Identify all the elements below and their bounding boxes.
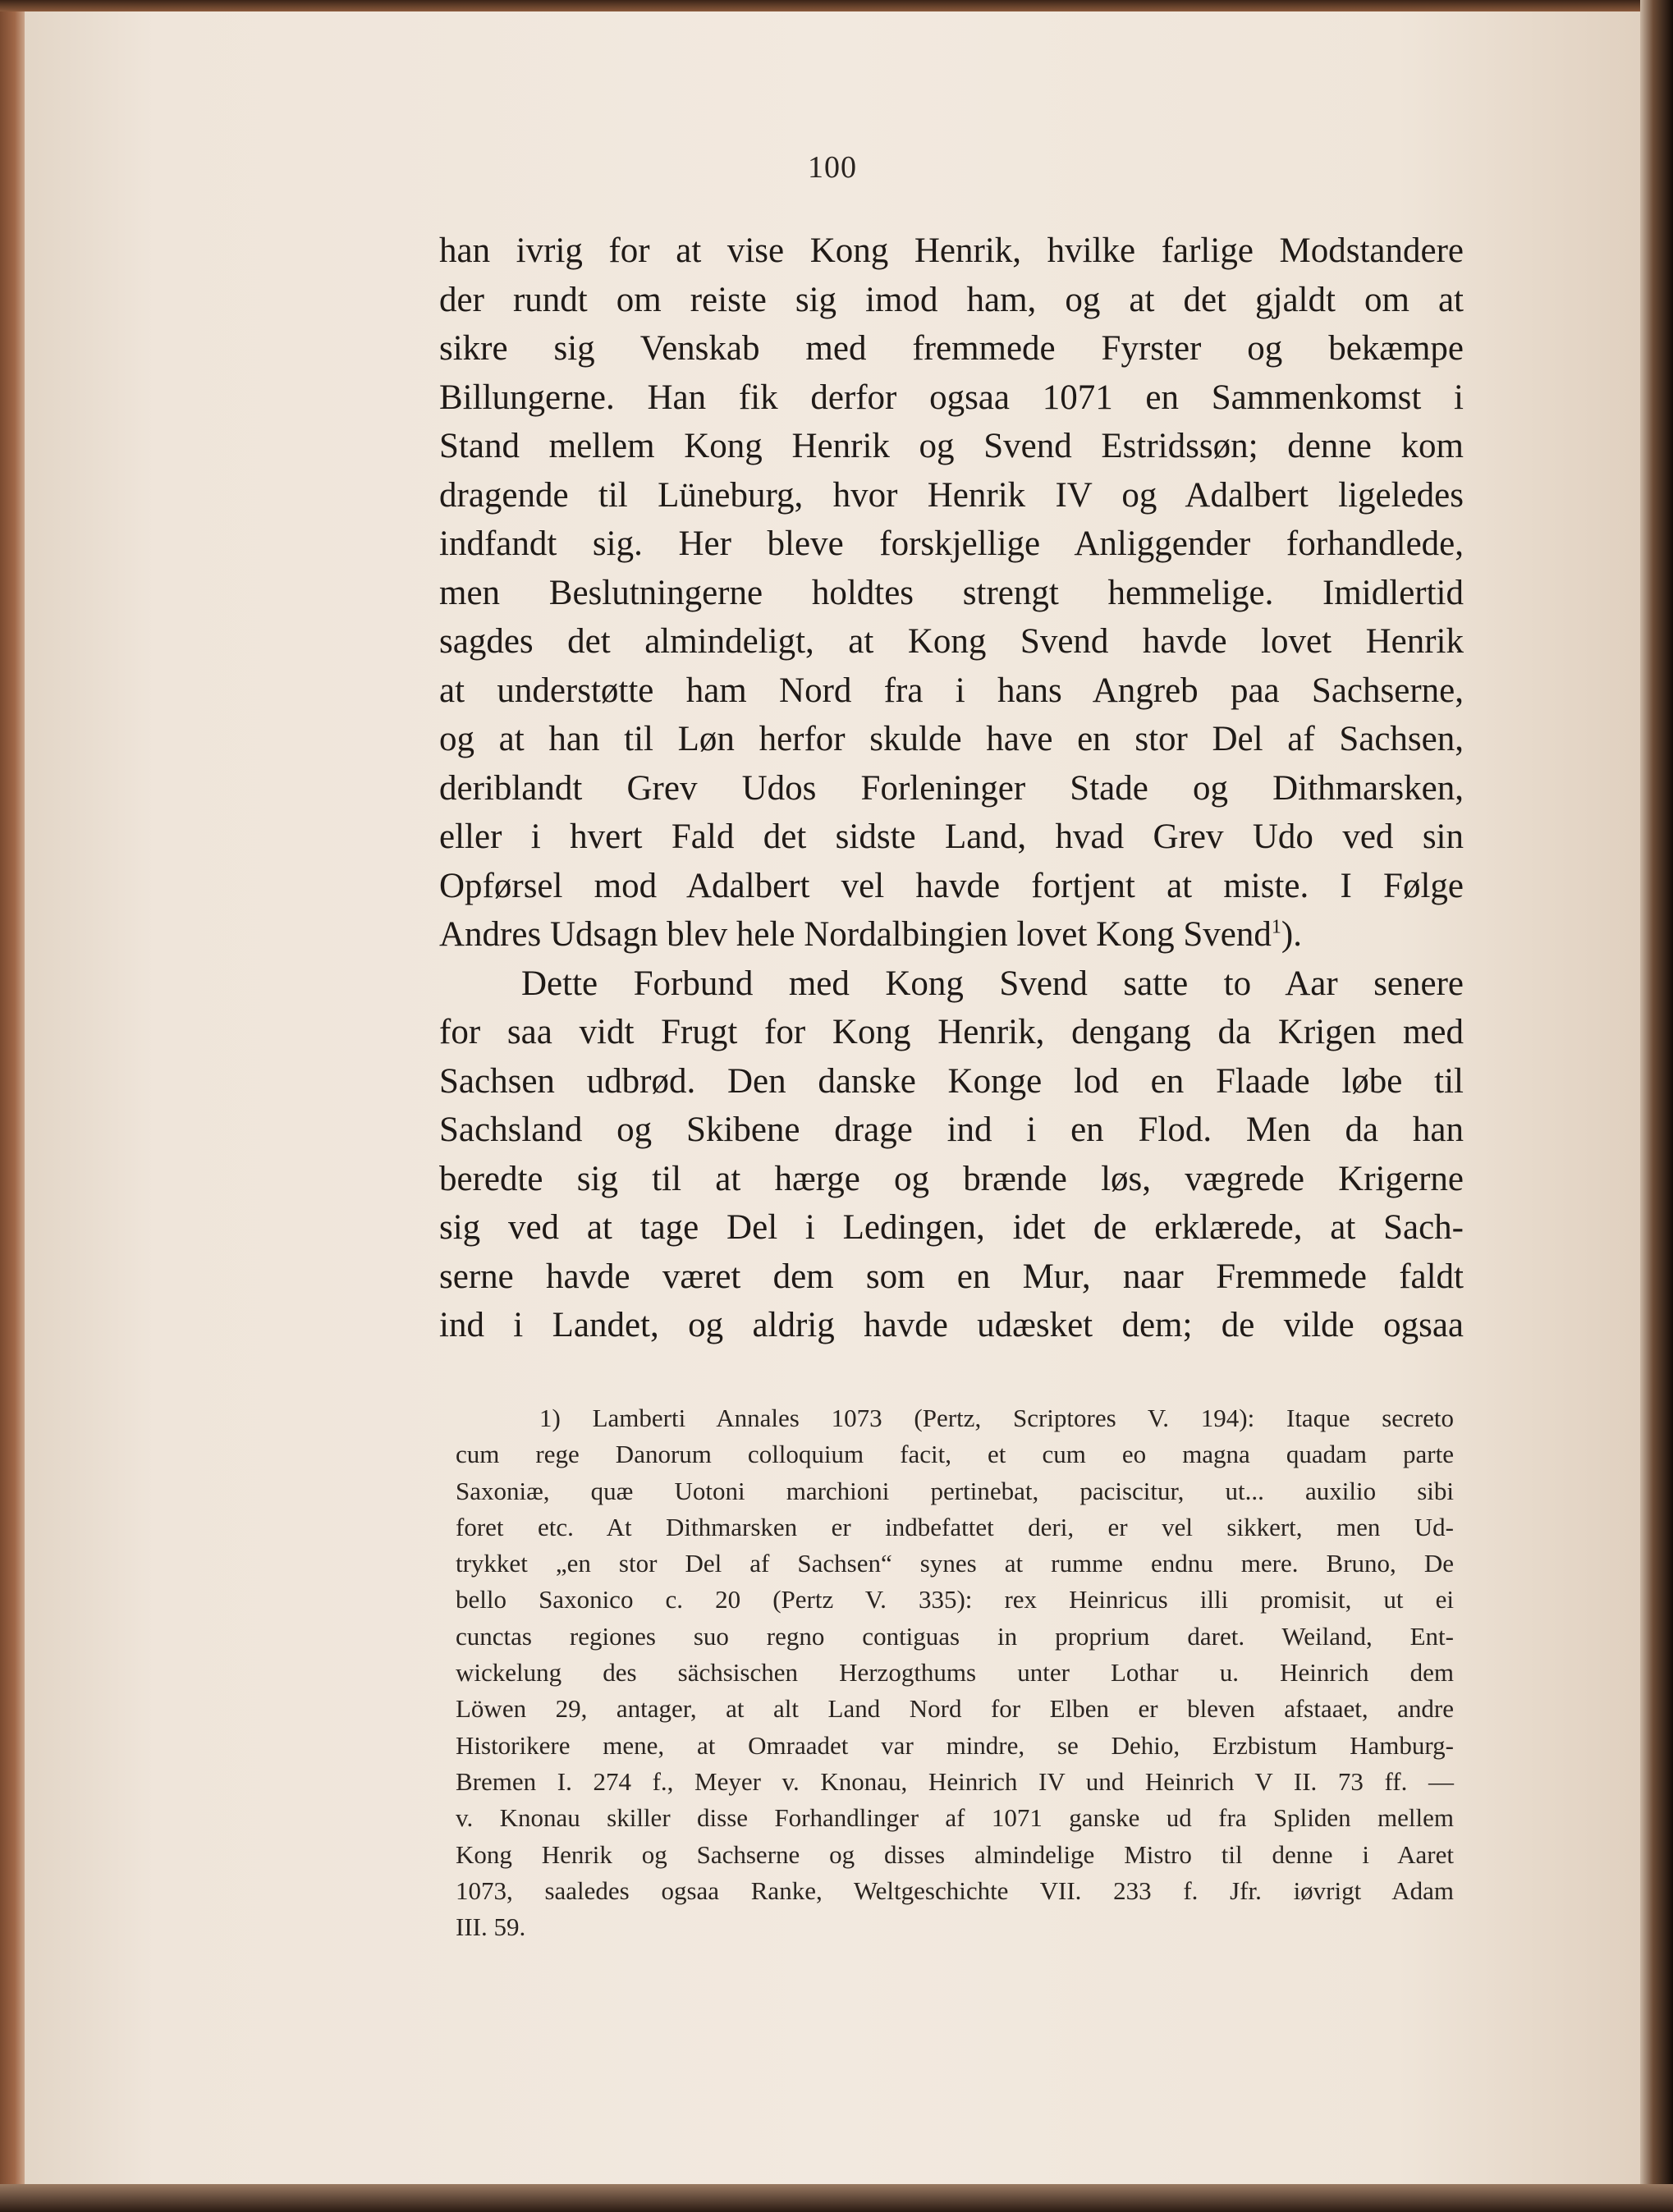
footnote-line: cum rege Danorum colloquium facit, et cum eo magna quadam parte bbox=[456, 1440, 1454, 1469]
footnote-line: v. Knonau skiller disse Forhandlinger af 1071 ganske ud fra Spliden mellem bbox=[456, 1803, 1454, 1833]
footnote-line: Löwen 29, antager, at alt Land Nord for Elben er bleven afstaaet, andre bbox=[456, 1694, 1454, 1724]
text-line: Opførsel mod Adalbert vel havde fortjent at miste. I Følge bbox=[439, 866, 1464, 905]
text-line: der rundt om reiste sig imod ham, og at det gjaldt om at bbox=[439, 280, 1464, 319]
footnote-line: 1073, saaledes ogsaa Ranke, Weltgeschichte VII. 233 f. Jfr. iøvrigt Adam bbox=[456, 1875, 1454, 1905]
text-line: Billungerne. Han fik derfor ogsaa 1071 en Sammenkomst i bbox=[439, 378, 1464, 417]
text-line: sig ved at tage Del i Ledingen, idet de erklærede, at Sach- bbox=[439, 1208, 1464, 1247]
footnote-text: Lamberti Annales 1073 (Pertz, Scriptores V. 194): Itaque secreto bbox=[592, 1404, 1455, 1432]
book-binding-left bbox=[0, 0, 25, 2212]
footnote-marker: 1) bbox=[539, 1404, 561, 1432]
text-line: at understøtte ham Nord fra i hans Angreb paa Sachserne, bbox=[439, 671, 1464, 710]
footnote-line: foret etc. At Dithmarsken er indbefattet deri, er vel sikkert, men Ud- bbox=[456, 1512, 1454, 1541]
text-line: sagdes det almindeligt, at Kong Svend havde lovet Henrik bbox=[439, 622, 1464, 661]
text-line: serne havde været dem som en Mur, naar Fremmede faldt bbox=[439, 1257, 1464, 1296]
paragraph-first-line: Dette Forbund med Kong Svend satte to Aar senere bbox=[521, 964, 1464, 1003]
page-sheet bbox=[25, 11, 1640, 2184]
text-line: ind i Landet, og aldrig havde udæsket dem; de vilde ogsaa bbox=[439, 1306, 1464, 1344]
footnote-line: bello Saxonico c. 20 (Pertz V. 335): rex Heinricus illi promisit, ut ei bbox=[456, 1585, 1454, 1614]
text-line-content: Andres Udsagn blev hele Nordalbingien lovet Kong Svend bbox=[439, 915, 1272, 954]
footnote-line: wickelung des sächsischen Herzogthums unter Lothar u. Heinrich dem bbox=[456, 1658, 1454, 1688]
footnote-line: cunctas regiones suo regno contiguas in proprium daret. Weiland, Ent- bbox=[456, 1621, 1454, 1651]
book-right-edge bbox=[1640, 0, 1673, 2212]
body-text bbox=[439, 227, 1464, 1350]
text-line: men Beslutningerne holdtes strengt hemmelige. Imidlertid bbox=[439, 573, 1464, 612]
footnote-line: Historikere mene, at Omraadet var mindre, se Dehio, Erzbistum Hamburg- bbox=[456, 1730, 1454, 1760]
footnote-first-line bbox=[456, 1400, 1454, 1436]
text-line: Sachsen udbrød. Den danske Konge lod en Flaade løbe til bbox=[439, 1061, 1464, 1101]
text-line: dragende til Lüneburg, hvor Henrik IV og Adalbert ligeledes bbox=[439, 475, 1464, 515]
text-line: eller i hvert Fald det sidste Land, hvad Grev Udo ved sin bbox=[439, 817, 1464, 856]
text-line: for saa vidt Frugt for Kong Henrik, dengang da Krigen med bbox=[439, 1013, 1464, 1051]
text-line: Stand mellem Kong Henrik og Svend Estridssøn; denne kom bbox=[439, 427, 1464, 465]
text-line: indfandt sig. Her bleve forskjellige Anliggender forhandlede, bbox=[439, 524, 1464, 563]
page-number: 100 bbox=[808, 150, 857, 185]
footnote-line: trykket „en stor Del af Sachsen“ synes at rumme endnu mere. Bruno, De bbox=[456, 1549, 1454, 1578]
footnote-last-line: III. 59. bbox=[456, 1912, 526, 1942]
text-line: han ivrig for at vise Kong Henrik, hvilke farlige Modstandere bbox=[439, 231, 1464, 270]
book-bottom-edge bbox=[0, 2184, 1673, 2212]
footnote-reference-close: ). bbox=[1281, 915, 1302, 954]
footnote-line: Kong Henrik og Sachserne og disses almindelige Mistro til denne i Aaret bbox=[456, 1839, 1454, 1869]
text-line: og at han til Løn herfor skulde have en stor Del af Sachsen, bbox=[439, 720, 1464, 758]
footnote-line: Bremen I. 274 f., Meyer v. Knonau, Heinrich IV und Heinrich V II. 73 ff. — bbox=[456, 1766, 1454, 1796]
text-line: beredte sig til at hærge og brænde løs, vægrede Krigerne bbox=[439, 1159, 1464, 1198]
footnote-line: Saxoniæ, quæ Uotoni marchioni pertinebat, paciscitur, ut... auxilio sibi bbox=[456, 1476, 1454, 1505]
text-line: deriblandt Grev Udos Forleninger Stade og Dithmarsken, bbox=[439, 768, 1464, 808]
footnote-block bbox=[456, 1400, 1454, 1945]
footnote-reference[interactable]: 1 bbox=[1271, 916, 1281, 938]
book-top-edge bbox=[0, 0, 1673, 11]
text-line: sikre sig Venskab med fremmede Fyrster og bekæmpe bbox=[439, 329, 1464, 368]
paragraph-last-line bbox=[439, 910, 1464, 959]
text-line: Sachsland og Skibene drage ind i en Flod. Men da han bbox=[439, 1111, 1464, 1149]
